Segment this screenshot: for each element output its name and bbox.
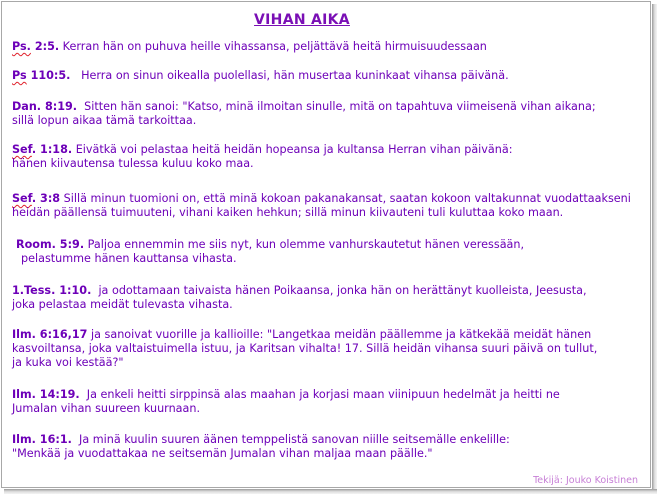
verse-reference	[12, 192, 60, 205]
verse-text-line: "Menkää ja vuodattakaa ne seitsemän Jumalan vihan maljaa maan päälle."	[12, 447, 433, 460]
verse-ref-number: 14:19.	[35, 388, 80, 401]
verse-ref-number: 8:19.	[41, 100, 78, 113]
verse-text-line: Ja minä kuulin suuren äänen temppelistä sanovan niille seitsemälle enkelille:	[79, 433, 510, 446]
verse-text-line: kasvoiltansa, joka valtaistuimella istuu, ja Karitsan vihalta! 17. Sillä heidän vihansa suuri päivä on tullut,	[12, 342, 598, 355]
verse-text-line: Eivätkä voi pelastaa heitä heidän hopeansa ja kultansa Herran vihan päivänä:	[75, 143, 513, 156]
verse-ref-book: Ilm.	[12, 433, 36, 446]
verse-1tess-1-10	[12, 284, 587, 312]
verse-ps-110-5	[12, 69, 509, 83]
verse-ref-book: Ilm.	[12, 388, 36, 401]
verse-text-line: ja odottamaan taivaista hänen Poikaansa, jonka hän on herättänyt kuolleista, Jeesusta,	[98, 284, 587, 297]
verse-text-line: Jumalan vihan suureen kuurnaan.	[12, 402, 201, 415]
verse-reference	[12, 433, 72, 446]
verse-reference	[16, 238, 84, 251]
verse-ilm-6-16-17	[12, 328, 597, 370]
verse-ref-book: Sef	[12, 143, 32, 156]
verse-ref-number: . 3:8	[31, 192, 61, 205]
verse-ref-book: Ps	[12, 69, 27, 82]
verse-text-line: hänen kiivautensa tulessa kuluu koko maa.	[12, 157, 254, 170]
verse-ref-number: 1:10.	[55, 284, 92, 297]
verse-reference	[12, 100, 77, 113]
verse-ref-book: Room.	[16, 238, 56, 251]
verse-text-line: Sillä minun tuomioni on, että minä kokoan pakanakansat, saatan kokoon valtakunnat vuodattaakseni	[63, 192, 631, 205]
verse-ref-number: 110:5.	[26, 69, 71, 82]
verse-ref-number: 16:1.	[35, 433, 72, 446]
verse-text-line: Herra on sinun oikealla puolellasi, hän musertaa kuninkaat vihansa päivänä.	[81, 69, 509, 82]
author-credit: Tekijä: Jouko Koistinen	[533, 475, 638, 486]
verse-sef-3-8	[12, 192, 631, 220]
verse-text-line: heidän päällensä tuimuuteni, vihani kaiken hehkun; sillä minun kiivauteni tuli kuluttaa koko maan.	[12, 206, 564, 219]
slide-shadow-right	[652, 4, 657, 491]
verse-text-line: ja sanoivat vuorille ja kallioille: "Langetkaa meidän päällemme ja kätkekää meidät hänen	[91, 328, 592, 341]
verse-ref-book: Ps.	[12, 40, 31, 53]
verse-sef-1-18	[12, 143, 512, 171]
verse-ps-2-5	[12, 40, 487, 54]
page-title: VIHAN AIKA	[254, 12, 350, 28]
verse-reference	[12, 40, 59, 53]
verse-reference	[12, 328, 87, 341]
verse-text-line: Paljoa ennemmin me siis nyt, kun olemme vanhurskautetut hänen veressään,	[87, 238, 525, 251]
verse-room-5-9	[16, 238, 524, 266]
slide-shadow-bottom	[4, 489, 657, 494]
verse-ref-number: 5:9.	[55, 238, 85, 251]
verse-ref-number: 2:5.	[30, 40, 60, 53]
verse-text-line: joka pelastaa meidät tulevasta vihasta.	[12, 298, 233, 311]
verse-dan-8-19	[12, 100, 596, 128]
verse-ref-book: 1.Tess.	[12, 284, 56, 297]
verse-reference	[12, 388, 80, 401]
verse-text-line: Kerran hän on puhuva heille vihassansa, peljättävä heitä hirmuisuudessaan	[62, 40, 487, 53]
slide	[1, 1, 651, 488]
verse-ilm-14-19	[12, 388, 560, 416]
verse-text-line: sillä lopun aikaa tämä tarkoittaa.	[12, 114, 197, 127]
verse-ref-book: Dan.	[12, 100, 42, 113]
verse-ilm-16-1	[12, 433, 510, 461]
verse-text-line: pelastumme hänen kauttansa vihasta.	[21, 252, 237, 265]
verse-ref-book: Ilm.	[12, 328, 36, 341]
verse-reference	[12, 284, 91, 297]
verse-ref-number: 6:16,17	[35, 328, 88, 341]
verse-text-line: ja kuka voi kestää?"	[12, 356, 124, 369]
verse-ref-number: . 1:18.	[31, 143, 73, 156]
verse-text-line: Ja enkeli heitti sirppinsä alas maahan ja korjasi maan viinipuun hedelmät ja heitti ne	[86, 388, 560, 401]
verse-ref-book: Sef	[12, 192, 32, 205]
verse-text-line: Sitten hän sanoi: "Katso, minä ilmoitan sinulle, mitä on tapahtuva viimeisenä vihan aikana;	[84, 100, 596, 113]
verse-reference	[12, 69, 70, 82]
verse-reference	[12, 143, 72, 156]
